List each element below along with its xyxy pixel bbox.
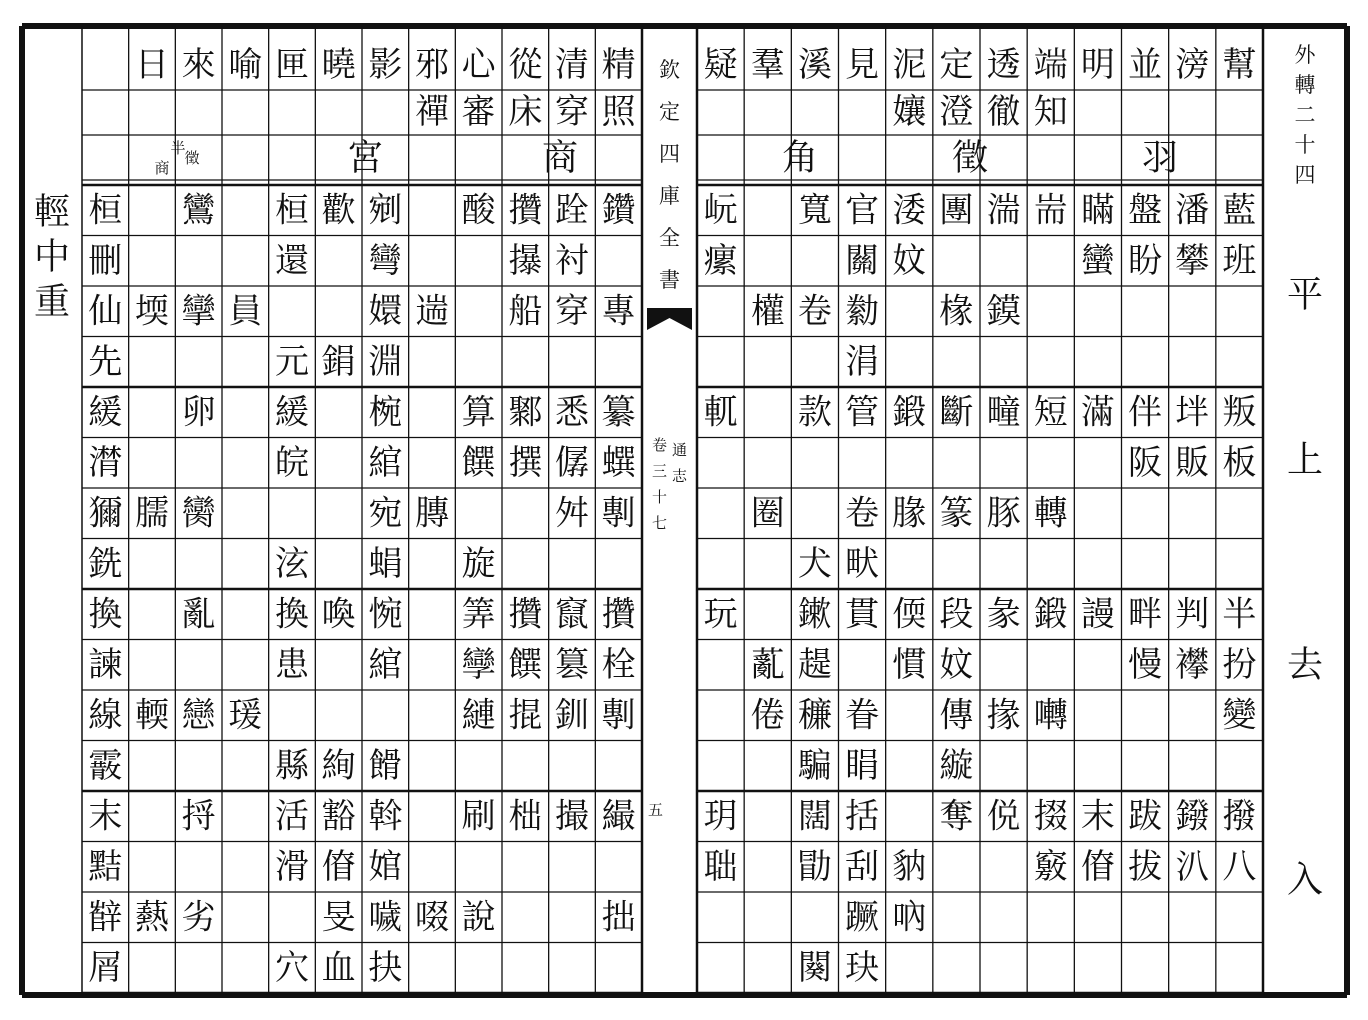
- center-book-char: 通: [671, 441, 688, 459]
- initial-left: 從: [508, 45, 543, 85]
- left-cell: 仙: [88, 291, 123, 332]
- center-volume-char: 七: [651, 514, 668, 532]
- initial-left: 日: [135, 45, 169, 85]
- left-cell: 潸: [88, 442, 123, 483]
- section-jue: 角: [781, 137, 819, 179]
- initial-right: 幫: [1222, 45, 1257, 85]
- left-cell: 臠: [181, 493, 216, 534]
- right-cell: 盼: [1128, 240, 1163, 281]
- center-volume-char: 卷: [651, 436, 668, 454]
- left-cell: 諫: [88, 644, 123, 685]
- left-cell: 患: [275, 644, 309, 685]
- right-cell: 豽: [892, 846, 927, 887]
- left-cell: 縣: [275, 745, 309, 786]
- right-cell: 慣: [892, 644, 927, 685]
- right-cell: 滿: [1080, 392, 1115, 433]
- left-cell: 爇: [135, 897, 169, 938]
- left-cell: 桓: [88, 190, 123, 231]
- right-cell: 八: [1222, 846, 1257, 887]
- right-cell: 竅: [1033, 846, 1068, 887]
- section-shang: 商: [541, 137, 579, 179]
- left-cell: 遄: [415, 291, 449, 332]
- left-cell: 豁: [321, 796, 356, 837]
- right-cell: 勖: [797, 846, 832, 887]
- left-cell: 攢: [508, 190, 543, 231]
- left-cell: 淵: [368, 341, 403, 382]
- initial-left2: 照: [601, 92, 636, 132]
- initial-left: 匣: [275, 45, 309, 85]
- left-cell: 衬: [555, 240, 589, 281]
- left-cell: 攣: [181, 291, 216, 332]
- right-cell: 玩: [703, 594, 738, 635]
- left-cell: 栓: [601, 644, 636, 685]
- tone-label: 平: [1286, 274, 1324, 316]
- left-cell: 戀: [181, 695, 216, 736]
- left-cell: 辥: [88, 897, 123, 938]
- right-cell: 倦: [750, 695, 785, 736]
- left-cell: 皖: [275, 442, 309, 483]
- center-book-char: 志: [671, 467, 688, 485]
- initial-right: 並: [1128, 45, 1163, 85]
- left-cell: 獮: [88, 493, 123, 534]
- right-cell: 判: [1175, 594, 1210, 635]
- left-cell: 抉: [368, 947, 403, 988]
- right-cell: 瞞: [1080, 190, 1115, 231]
- left-cell: 膞: [415, 493, 449, 534]
- left-cell: 綰: [368, 442, 403, 483]
- initial-right: 見: [845, 45, 880, 85]
- left-cell: 啜: [415, 897, 449, 938]
- initial-right2: 知: [1033, 92, 1068, 132]
- left-cell: 血: [321, 947, 356, 988]
- left-cell: 算: [461, 392, 496, 433]
- right-cell: 伴: [1128, 392, 1163, 433]
- center-title-char: 庫: [659, 184, 680, 208]
- right-cell: 軏: [703, 392, 738, 433]
- side-label-char: 中: [33, 236, 71, 278]
- center-title-char: 定: [659, 100, 680, 124]
- initial-left2: 禪: [415, 92, 449, 132]
- initial-right: 明: [1080, 45, 1115, 85]
- right-cell: 板: [1222, 442, 1257, 483]
- left-cell: 撰: [508, 442, 543, 483]
- left-cell: 還: [275, 240, 309, 281]
- center-leaf-number: 五: [647, 801, 664, 819]
- left-cell: 斡: [368, 796, 403, 837]
- right-cell: 勬: [845, 291, 880, 332]
- left-cell: 捋: [181, 796, 216, 837]
- right-cell: 攀: [1175, 240, 1210, 281]
- left-cell: 劣: [181, 897, 216, 938]
- left-cell: 換: [275, 594, 309, 635]
- right-cell: 彖: [986, 594, 1021, 635]
- left-cell: 滑: [275, 846, 309, 887]
- right-cell: 斷: [939, 392, 974, 433]
- initial-right: 羣: [750, 45, 785, 85]
- left-cell: 元: [275, 341, 309, 382]
- left-cell: 喚: [321, 594, 356, 635]
- left-cell: 瑗: [228, 695, 263, 736]
- initial-right: 疑: [703, 45, 738, 85]
- right-cell: 括: [845, 796, 880, 837]
- left-cell: 悉: [555, 392, 589, 433]
- left-cell: 孿: [461, 644, 496, 685]
- left-cell: 堧: [135, 291, 169, 332]
- center-title-char: 四: [659, 142, 680, 166]
- section-shang-small: 商: [154, 159, 170, 177]
- right-cell: 奪: [939, 796, 974, 837]
- left-cell: 宛: [368, 493, 403, 534]
- right-cell: 聉: [703, 846, 738, 887]
- left-cell: 跧: [555, 190, 589, 231]
- left-cell: 末: [88, 796, 123, 837]
- left-cell: 員: [228, 291, 263, 332]
- left-cell: 刪: [88, 240, 123, 281]
- left-cell: 撮: [555, 796, 589, 837]
- right-cell: 末: [1080, 796, 1115, 837]
- left-cell: 僝: [555, 442, 589, 483]
- right-cell: 官: [845, 190, 880, 231]
- right-cell: 阪: [1128, 442, 1163, 483]
- right-cell: 眷: [845, 695, 880, 736]
- left-cell: 說: [461, 897, 496, 938]
- right-cell: 貫: [845, 594, 880, 635]
- right-cell: 湍: [986, 190, 1021, 231]
- left-cell: 柮: [508, 796, 543, 837]
- right-cell: 掇: [1033, 796, 1068, 837]
- left-cell: 椀: [368, 392, 403, 433]
- right-cell: 藍: [1222, 190, 1257, 231]
- right-cell: 蠻: [1080, 240, 1115, 281]
- table-title-char: 十: [1294, 133, 1316, 157]
- initial-right: 泥: [892, 45, 927, 85]
- right-cell: 腞: [892, 493, 927, 534]
- right-cell: 販: [1175, 442, 1210, 483]
- right-cell: 偄: [892, 594, 927, 635]
- left-cell: 換: [88, 594, 123, 635]
- right-cell: 卷: [845, 493, 880, 534]
- fishtail-mark-icon: [647, 308, 692, 330]
- right-cell: 豚: [986, 493, 1021, 534]
- section-half: 半: [170, 139, 186, 157]
- initial-right2: 澄: [939, 92, 974, 132]
- left-cell: 鑽: [601, 190, 636, 231]
- left-cell: 刷: [461, 796, 496, 837]
- right-cell: 轉: [1033, 493, 1068, 534]
- initial-right: 定: [939, 45, 974, 85]
- left-cell: 剜: [368, 190, 403, 231]
- right-cell: 吶: [892, 897, 927, 938]
- right-cell: 扮: [1222, 644, 1257, 685]
- right-cell: 短: [1033, 392, 1068, 433]
- center-title-char: 書: [659, 268, 680, 292]
- right-cell: 岏: [703, 190, 738, 231]
- right-cell: 趧: [797, 644, 832, 685]
- left-cell: 縺: [461, 695, 496, 736]
- center-title-char: 欽: [659, 58, 680, 82]
- right-cell: 鏺: [1175, 796, 1210, 837]
- left-cell: 緩: [88, 392, 123, 433]
- left-cell: 專: [601, 291, 636, 332]
- right-cell: 涹: [892, 190, 927, 231]
- left-cell: 噦: [368, 897, 403, 938]
- right-cell: 鏉: [797, 594, 832, 635]
- initial-left: 邪: [415, 45, 449, 85]
- left-cell: 掍: [508, 695, 543, 736]
- right-cell: 掾: [986, 695, 1021, 736]
- left-cell: 篡: [555, 644, 589, 685]
- left-cell: 鸞: [181, 190, 216, 231]
- left-cell: 舛: [555, 493, 589, 534]
- tone-label: 上: [1286, 439, 1324, 481]
- left-cell: 剸: [601, 695, 636, 736]
- right-cell: 囀: [1033, 695, 1068, 736]
- right-cell: 縼: [939, 745, 974, 786]
- left-cell: 輭: [135, 695, 169, 736]
- left-cell: 亂: [181, 594, 216, 635]
- right-cell: 䆂: [797, 695, 832, 736]
- right-cell: 權: [750, 291, 785, 332]
- right-cell: 拔: [1128, 846, 1163, 887]
- left-cell: 酸: [461, 190, 496, 231]
- section-zhi: 徵: [184, 149, 200, 167]
- left-cell: 筭: [461, 594, 496, 635]
- left-cell: 卵: [181, 392, 216, 433]
- left-cell: 船: [508, 291, 543, 332]
- left-cell: 屑: [88, 947, 123, 988]
- right-cell: 款: [797, 392, 832, 433]
- initial-left: 曉: [321, 45, 356, 85]
- right-cell: 傳: [939, 695, 974, 736]
- left-cell: 泫: [275, 543, 309, 584]
- right-cell: 半: [1222, 594, 1257, 635]
- left-cell: 彎: [368, 240, 403, 281]
- left-cell: 饌: [508, 644, 543, 685]
- initial-left2: 審: [461, 92, 496, 132]
- table-title-char: 外: [1294, 43, 1316, 67]
- left-cell: 歡: [321, 190, 356, 231]
- right-cell: 鏌: [986, 291, 1021, 332]
- right-cell: 蹶: [845, 897, 880, 938]
- left-cell: 纂: [601, 392, 636, 433]
- right-cell: 薍: [750, 644, 785, 685]
- initial-left: 喻: [228, 45, 263, 85]
- right-cell: 闋: [797, 947, 832, 988]
- right-cell: 團: [939, 190, 974, 231]
- right-cell: 犬: [797, 543, 832, 584]
- right-cell: 卷: [797, 291, 832, 332]
- left-cell: 傄: [321, 846, 356, 887]
- left-cell: 繓: [601, 796, 636, 837]
- table-title-char: 四: [1294, 163, 1316, 187]
- left-cell: 竄: [555, 594, 589, 635]
- right-cell: 睊: [845, 745, 880, 786]
- section-gong: 宮: [346, 137, 384, 179]
- left-cell: 絢: [321, 745, 356, 786]
- left-cell: 桓: [275, 190, 309, 231]
- left-cell: 㩧: [508, 240, 543, 281]
- initial-right2: 孃: [892, 92, 927, 132]
- right-cell: 妏: [939, 644, 974, 685]
- right-cell: 涓: [845, 341, 880, 382]
- left-cell: 餶: [368, 745, 403, 786]
- right-cell: 管: [845, 392, 880, 433]
- center-title-char: 全: [659, 226, 680, 250]
- section-zhi: 徵: [951, 137, 989, 179]
- right-cell: 妏: [892, 240, 927, 281]
- initial-left: 清: [555, 45, 589, 85]
- left-cell: 攢: [508, 594, 543, 635]
- side-label-char: 重: [33, 281, 71, 323]
- left-cell: 攢: [601, 594, 636, 635]
- right-cell: 襻: [1175, 644, 1210, 685]
- left-cell: 綰: [368, 644, 403, 685]
- initial-right: 溪: [797, 45, 832, 85]
- left-cell: 黠: [88, 846, 123, 887]
- right-cell: 圈: [750, 493, 785, 534]
- right-cell: 疃: [986, 392, 1021, 433]
- right-cell: 段: [939, 594, 974, 635]
- left-cell: 穿: [555, 291, 589, 332]
- right-cell: 鍛: [892, 392, 927, 433]
- right-cell: 慢: [1128, 644, 1163, 685]
- center-volume-char: 三: [651, 462, 668, 480]
- initial-left: 心: [461, 45, 496, 85]
- right-cell: 鍛: [1033, 594, 1068, 635]
- right-cell: 騙: [797, 745, 832, 786]
- right-cell: 謾: [1080, 594, 1115, 635]
- center-volume-char: 十: [651, 488, 668, 506]
- left-cell: 饌: [461, 442, 496, 483]
- right-cell: 闊: [797, 796, 832, 837]
- right-cell: 刮: [845, 846, 880, 887]
- left-cell: 線: [88, 695, 123, 736]
- tone-label: 去: [1286, 644, 1324, 686]
- left-cell: 釧: [555, 695, 589, 736]
- initial-right: 透: [986, 45, 1021, 85]
- left-cell: 先: [88, 341, 123, 382]
- left-cell: 旻: [321, 897, 356, 938]
- table-title-char: 二: [1294, 103, 1316, 127]
- right-cell: 玦: [845, 947, 880, 988]
- left-cell: 蜎: [368, 543, 403, 584]
- left-cell: 蟤: [601, 442, 636, 483]
- initial-left2: 穿: [555, 92, 589, 132]
- left-cell: 穴: [275, 947, 309, 988]
- right-cell: 耑: [1033, 190, 1068, 231]
- left-cell: 剸: [601, 493, 636, 534]
- right-cell: 玥: [703, 796, 738, 837]
- initial-left: 來: [181, 45, 216, 85]
- left-cell: 鄹: [508, 392, 543, 433]
- tone-label: 入: [1286, 859, 1324, 901]
- left-cell: 嬛: [368, 291, 403, 332]
- initial-left: 精: [601, 45, 636, 85]
- initial-left2: 床: [508, 92, 543, 132]
- left-cell: 活: [275, 796, 309, 837]
- table-title-char: 轉: [1294, 73, 1316, 97]
- left-cell: 臑: [135, 493, 169, 534]
- right-cell: 寬: [797, 190, 832, 231]
- right-cell: 跋: [1128, 796, 1163, 837]
- initial-right: 端: [1033, 45, 1068, 85]
- left-cell: 霰: [88, 745, 123, 786]
- right-cell: 關: [845, 240, 880, 281]
- right-cell: 畎: [845, 543, 880, 584]
- right-cell: 撥: [1222, 796, 1257, 837]
- left-cell: 緩: [275, 392, 309, 433]
- right-cell: 坢: [1175, 392, 1210, 433]
- initial-right2: 徹: [986, 92, 1021, 132]
- initial-right: 滂: [1175, 45, 1210, 85]
- right-cell: 畔: [1128, 594, 1163, 635]
- left-cell: 婠: [368, 846, 403, 887]
- right-cell: 叛: [1222, 392, 1257, 433]
- left-cell: 旋: [461, 543, 496, 584]
- right-cell: 變: [1222, 695, 1257, 736]
- right-cell: 盤: [1128, 190, 1163, 231]
- left-cell: 鋗: [321, 341, 356, 382]
- right-cell: 汃: [1175, 846, 1210, 887]
- right-cell: 篆: [939, 493, 974, 534]
- side-label-char: 輕: [33, 191, 71, 233]
- right-cell: 椽: [939, 291, 974, 332]
- initial-left: 影: [368, 45, 403, 85]
- right-cell: 侻: [986, 796, 1021, 837]
- right-cell: 瘰: [703, 240, 738, 281]
- left-cell: 惋: [368, 594, 403, 635]
- left-cell: 拙: [601, 897, 636, 938]
- right-cell: 潘: [1175, 190, 1210, 231]
- left-cell: 銑: [88, 543, 123, 584]
- right-cell: 班: [1222, 240, 1257, 281]
- right-cell: 傄: [1080, 846, 1115, 887]
- section-yu: 羽: [1141, 137, 1179, 179]
